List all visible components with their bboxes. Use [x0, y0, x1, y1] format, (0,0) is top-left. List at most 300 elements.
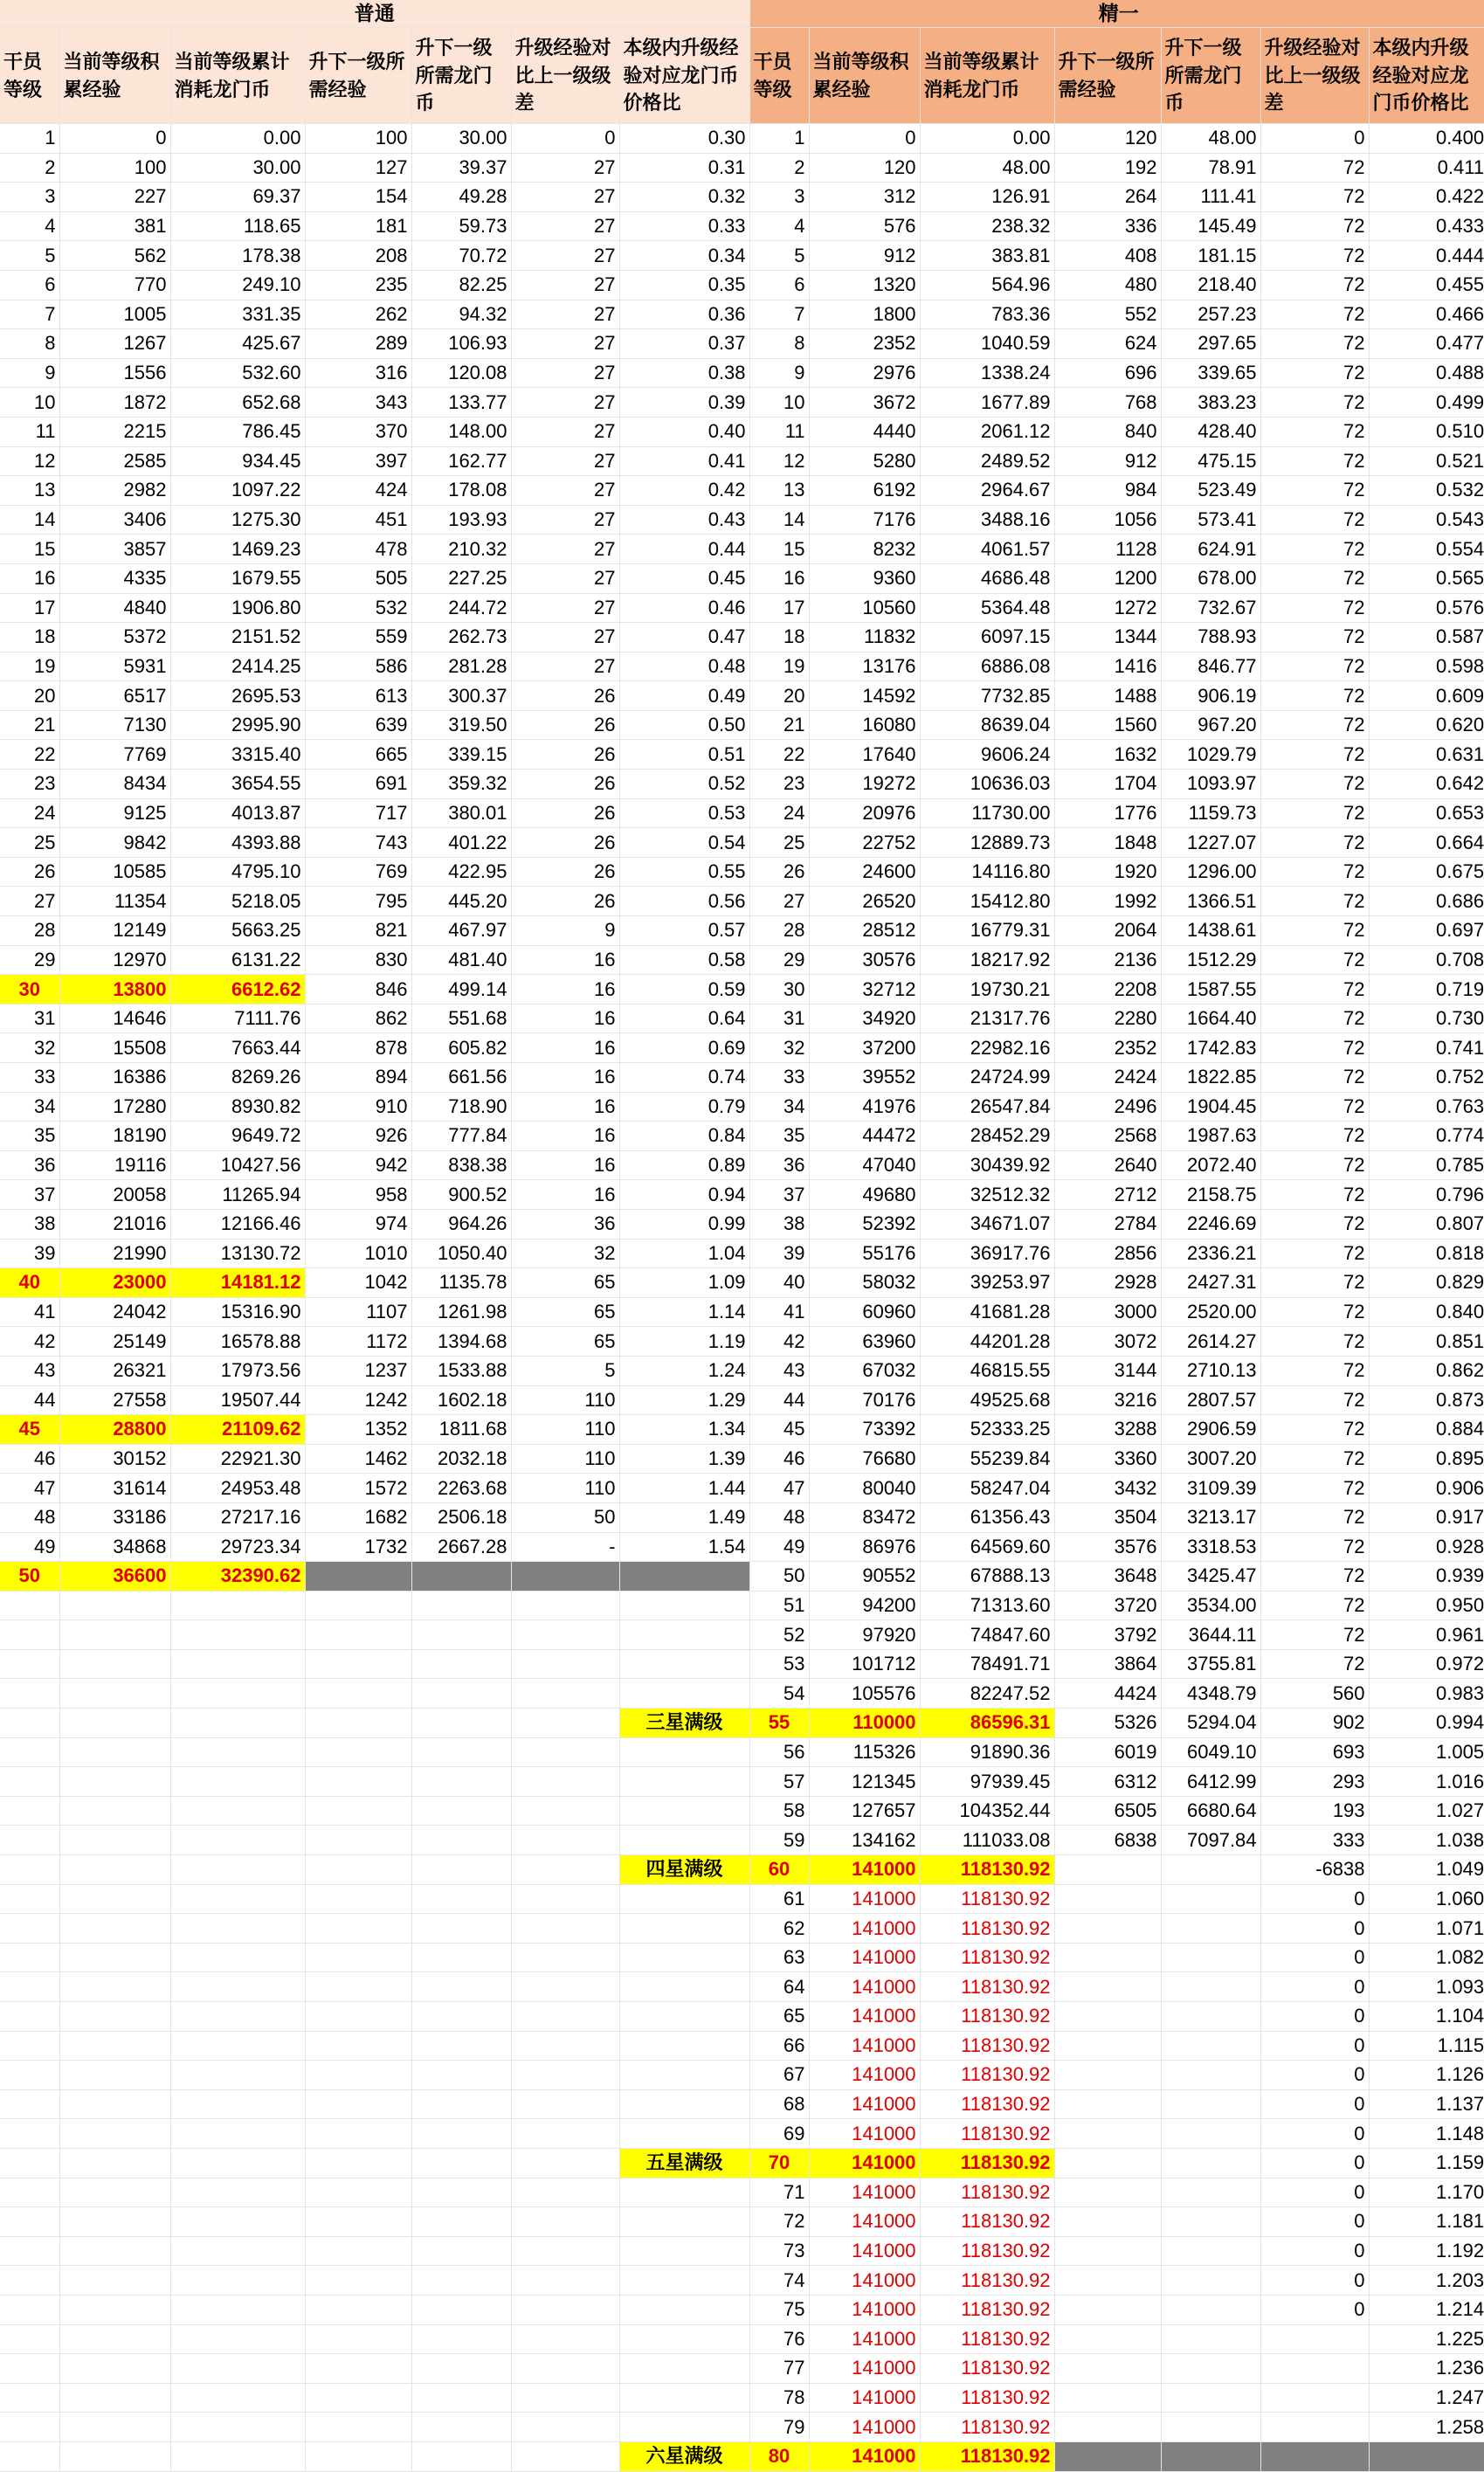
normal-cell — [170, 1884, 305, 1914]
normal-cell: 319.50 — [411, 710, 511, 740]
elite-cell: 333 — [1260, 1826, 1369, 1855]
elite-cell: 2614.27 — [1161, 1327, 1260, 1357]
elite-cell: 3672 — [809, 388, 920, 418]
normal-cell: 0.94 — [619, 1180, 749, 1210]
elite-cell: 1366.51 — [1161, 887, 1260, 916]
normal-cell — [305, 2236, 411, 2266]
elite-cell: 0 — [1260, 1972, 1369, 2002]
normal-cell — [511, 2061, 619, 2090]
normal-cell: 532.60 — [170, 358, 305, 388]
normal-cell: 339.15 — [411, 740, 511, 770]
elite-cell: 902 — [1260, 1709, 1369, 1738]
normal-cell: 40 — [0, 1268, 59, 1298]
elite-cell: 2640 — [1054, 1150, 1161, 1180]
elite-cell: 0.675 — [1369, 857, 1484, 887]
elite-cell: 3007.20 — [1161, 1444, 1260, 1474]
elite-cell: 141000 — [809, 2207, 920, 2237]
normal-cell — [619, 1826, 749, 1855]
normal-cell — [411, 1649, 511, 1679]
elite-cell: 141000 — [809, 2061, 920, 2090]
elite-cell: 0.939 — [1369, 1562, 1484, 1592]
normal-cell — [411, 1679, 511, 1709]
normal-cell: 1135.78 — [411, 1268, 511, 1298]
normal-cell: 652.68 — [170, 388, 305, 418]
elite-cell: 1.071 — [1369, 1914, 1484, 1944]
normal-cell — [619, 1972, 749, 2002]
normal-cell: 37 — [0, 1180, 59, 1210]
normal-cell — [511, 2236, 619, 2266]
normal-cell: 0.79 — [619, 1092, 749, 1122]
elite-cell: 3144 — [1054, 1356, 1161, 1385]
normal-cell — [59, 2119, 170, 2149]
table-row — [0, 1737, 1484, 1767]
normal-cell: 22921.30 — [170, 1444, 305, 1474]
normal-cell — [511, 2148, 619, 2178]
elite-cell: 18 — [749, 623, 809, 653]
table-row — [0, 916, 1484, 946]
elite-cell: 1742.83 — [1161, 1033, 1260, 1063]
elite-cell: 72 — [1260, 828, 1369, 858]
elite-cell: 11 — [749, 417, 809, 446]
normal-cell: 69.37 — [170, 183, 305, 212]
elite-cell: 238.32 — [920, 211, 1054, 241]
elite-cell: 564.96 — [920, 270, 1054, 300]
table-row — [0, 1620, 1484, 1650]
normal-cell: 505 — [305, 563, 411, 593]
elite-cell: 118130.92 — [920, 2089, 1054, 2119]
normal-cell: 82.25 — [411, 270, 511, 300]
elite-cell: 72 — [1260, 1268, 1369, 1298]
normal-cell — [170, 1972, 305, 2002]
normal-cell: 32390.62 — [170, 1562, 305, 1592]
normal-cell — [59, 1620, 170, 1650]
normal-cell — [305, 2148, 411, 2178]
elite-cell: 2928 — [1054, 1268, 1161, 1298]
elite-cell: 1320 — [809, 270, 920, 300]
normal-cell: 27 — [511, 652, 619, 681]
table-row — [0, 2413, 1484, 2442]
normal-cell: 100 — [59, 153, 170, 183]
elite-cell: 3648 — [1054, 1562, 1161, 1592]
normal-cell — [0, 2441, 59, 2471]
table-row — [0, 1562, 1484, 1592]
normal-cell: 0.84 — [619, 1122, 749, 1151]
normal-cell: 0.37 — [619, 329, 749, 359]
normal-cell: 2263.68 — [411, 1474, 511, 1503]
normal-cell: 4795.10 — [170, 857, 305, 887]
normal-cell: 769 — [305, 857, 411, 887]
normal-cell — [305, 1767, 411, 1797]
elite-cell: 72 — [1260, 740, 1369, 770]
normal-cell: 26 — [0, 857, 59, 887]
normal-cell — [59, 2236, 170, 2266]
normal-cell — [511, 1796, 619, 1826]
normal-cell — [411, 1737, 511, 1767]
elite-cell: 91890.36 — [920, 1737, 1054, 1767]
normal-cell: 1050.40 — [411, 1239, 511, 1268]
elite-cell: 76680 — [809, 1444, 920, 1474]
elite-cell: 79 — [749, 2413, 809, 2442]
normal-cell — [411, 2354, 511, 2384]
elite-cell: 3864 — [1054, 1649, 1161, 1679]
elite-cell — [1161, 2178, 1260, 2207]
elite-cell: 101712 — [809, 1649, 920, 1679]
elite-cell: 118130.92 — [920, 1884, 1054, 1914]
elite-cell: 3318.53 — [1161, 1532, 1260, 1562]
elite-cell: 0.840 — [1369, 1297, 1484, 1327]
normal-cell: 27 — [511, 329, 619, 359]
normal-cell — [619, 1767, 749, 1797]
normal-cell: 1469.23 — [170, 535, 305, 564]
normal-cell: 1811.68 — [411, 1415, 511, 1445]
elite-cell: 7 — [749, 300, 809, 329]
elite-cell: 61 — [749, 1884, 809, 1914]
normal-cell: 661.56 — [411, 1063, 511, 1093]
elite-cell: 105576 — [809, 1679, 920, 1709]
table-row — [0, 1855, 1484, 1885]
normal-cell: 7663.44 — [170, 1033, 305, 1063]
normal-cell — [619, 2031, 749, 2061]
elite-cell: 576 — [809, 211, 920, 241]
elite-cell: 55176 — [809, 1239, 920, 1268]
elite-cell: 0 — [1260, 2031, 1369, 2061]
star-max-label: 三星满级 — [619, 1709, 749, 1738]
normal-cell: 29723.34 — [170, 1532, 305, 1562]
elite-cell: 19730.21 — [920, 975, 1054, 1005]
elite-cell — [1054, 2324, 1161, 2354]
elite-cell: 22982.16 — [920, 1033, 1054, 1063]
elite-cell: 26 — [749, 857, 809, 887]
normal-cell: 16 — [511, 1092, 619, 1122]
normal-cell: 19 — [0, 652, 59, 681]
normal-cell: 1556 — [59, 358, 170, 388]
normal-cell — [511, 2031, 619, 2061]
elite-cell: 0.961 — [1369, 1620, 1484, 1650]
elite-cell: 72 — [1260, 593, 1369, 623]
elite-cell: 0.785 — [1369, 1150, 1484, 1180]
elite-cell: 0.719 — [1369, 975, 1484, 1005]
elite-cell: 118130.92 — [920, 2119, 1054, 2149]
normal-cell — [511, 2383, 619, 2413]
normal-cell — [511, 2089, 619, 2119]
elite-cell — [1161, 2207, 1260, 2237]
elite-cell: 31 — [749, 1004, 809, 1033]
normal-cell: 17 — [0, 593, 59, 623]
normal-cell: 46 — [0, 1444, 59, 1474]
normal-cell — [0, 1737, 59, 1767]
normal-cell: 227 — [59, 183, 170, 212]
normal-cell: 8434 — [59, 770, 170, 799]
elite-cell: 70 — [749, 2148, 809, 2178]
normal-cell — [305, 2441, 411, 2471]
elite-cell: 475.15 — [1161, 446, 1260, 476]
elite-cell: 1029.79 — [1161, 740, 1260, 770]
normal-cell: 20058 — [59, 1180, 170, 1210]
normal-cell: 359.32 — [411, 770, 511, 799]
normal-cell: 27 — [511, 241, 619, 271]
elite-cell: 72 — [1260, 153, 1369, 183]
table-row — [0, 1356, 1484, 1385]
elite-cell: 1.115 — [1369, 2031, 1484, 2061]
normal-cell: 27 — [511, 183, 619, 212]
elite-cell: 72 — [1260, 1649, 1369, 1679]
elite-cell: 77 — [749, 2354, 809, 2384]
elite-cell: 72 — [1260, 1297, 1369, 1327]
normal-cell — [59, 2148, 170, 2178]
elite-cell: 72 — [1260, 770, 1369, 799]
col-header: 干员等级 — [0, 28, 59, 124]
normal-cell: 16 — [511, 1122, 619, 1151]
elite-cell: 257.23 — [1161, 300, 1260, 329]
elite-cell: 1.159 — [1369, 2148, 1484, 2178]
elite-cell: 7097.84 — [1161, 1826, 1260, 1855]
elite-cell: 72 — [1260, 1092, 1369, 1122]
elite-cell: 63 — [749, 1943, 809, 1972]
elite-cell: 127657 — [809, 1796, 920, 1826]
table-row — [0, 563, 1484, 593]
normal-cell: 0 — [59, 124, 170, 154]
normal-cell — [411, 2383, 511, 2413]
normal-cell: 1261.98 — [411, 1297, 511, 1327]
elite-cell: 72 — [1260, 1415, 1369, 1445]
normal-cell: 5663.25 — [170, 916, 305, 946]
elite-cell — [1161, 2236, 1260, 2266]
normal-cell: 27 — [511, 535, 619, 564]
elite-cell: 37200 — [809, 1033, 920, 1063]
elite-cell: 39253.97 — [920, 1268, 1054, 1298]
normal-cell — [411, 1884, 511, 1914]
normal-cell — [511, 1649, 619, 1679]
col-header: 当前等级累计消耗龙门币 — [920, 28, 1054, 124]
elite-cell: 0.477 — [1369, 329, 1484, 359]
elite-cell: 67 — [749, 2061, 809, 2090]
elite-cell: 118130.92 — [920, 2031, 1054, 2061]
normal-cell: 27 — [511, 505, 619, 535]
normal-cell — [305, 1884, 411, 1914]
elite-cell: 76 — [749, 2324, 809, 2354]
normal-cell: 1.54 — [619, 1532, 749, 1562]
elite-cell: 0.510 — [1369, 417, 1484, 446]
normal-cell — [59, 1884, 170, 1914]
normal-cell — [619, 2002, 749, 2032]
elite-cell: 18217.92 — [920, 945, 1054, 975]
normal-cell — [619, 2383, 749, 2413]
normal-cell: 11354 — [59, 887, 170, 916]
normal-cell — [170, 2061, 305, 2090]
normal-cell — [619, 2413, 749, 2442]
normal-cell — [305, 2207, 411, 2237]
normal-cell — [305, 2002, 411, 2032]
normal-cell: 0.49 — [619, 681, 749, 711]
elite-cell: 72 — [1260, 1532, 1369, 1562]
elite-cell: 65 — [749, 2002, 809, 2032]
normal-cell: 910 — [305, 1092, 411, 1122]
table-row — [0, 2441, 1484, 2471]
normal-cell — [411, 2178, 511, 2207]
elite-cell — [1161, 1943, 1260, 1972]
table-row — [0, 183, 1484, 212]
elite-cell: 0.554 — [1369, 535, 1484, 564]
normal-cell — [619, 2354, 749, 2384]
normal-cell: 27 — [511, 153, 619, 183]
normal-cell — [0, 1767, 59, 1797]
normal-cell: 331.35 — [170, 300, 305, 329]
normal-cell: 1.24 — [619, 1356, 749, 1385]
normal-cell: 100 — [305, 124, 411, 154]
elite-cell: 15 — [749, 535, 809, 564]
table-row — [0, 2295, 1484, 2324]
normal-cell: 14 — [0, 505, 59, 535]
table-row — [0, 1826, 1484, 1855]
normal-cell: 65 — [511, 1297, 619, 1327]
elite-cell: 2964.67 — [920, 476, 1054, 506]
normal-cell — [411, 2031, 511, 2061]
normal-cell: 120.08 — [411, 358, 511, 388]
normal-cell — [305, 2413, 411, 2442]
elite-cell: 2712 — [1054, 1180, 1161, 1210]
normal-cell: 467.97 — [411, 916, 511, 946]
normal-cell: 4 — [0, 211, 59, 241]
normal-cell — [59, 2324, 170, 2354]
elite-cell: 110000 — [809, 1709, 920, 1738]
normal-cell: 1097.22 — [170, 476, 305, 506]
table-row — [0, 124, 1484, 154]
elite-cell: 141000 — [809, 2354, 920, 2384]
normal-cell: 11265.94 — [170, 1180, 305, 1210]
normal-cell — [0, 2236, 59, 2266]
elite-cell: 104352.44 — [920, 1796, 1054, 1826]
elite-cell: 41681.28 — [920, 1297, 1054, 1327]
elite-cell: 0 — [1260, 1884, 1369, 1914]
normal-cell: 16386 — [59, 1063, 170, 1093]
normal-cell: 6 — [0, 270, 59, 300]
normal-cell: 39 — [0, 1239, 59, 1268]
normal-cell: 1275.30 — [170, 505, 305, 535]
elite-cell: 2424 — [1054, 1063, 1161, 1093]
elite-cell: 69 — [749, 2119, 809, 2149]
normal-cell: 244.72 — [411, 593, 511, 623]
normal-cell: 1237 — [305, 1356, 411, 1385]
normal-cell: 178.38 — [170, 241, 305, 271]
col-header: 升下一级所需龙门币 — [411, 28, 511, 124]
elite-cell: 0.686 — [1369, 887, 1484, 916]
elite-cell: 0.565 — [1369, 563, 1484, 593]
elite-cell: 912 — [1054, 446, 1161, 476]
elite-cell: 10560 — [809, 593, 920, 623]
elite-cell: 41 — [749, 1297, 809, 1327]
normal-cell: 4335 — [59, 563, 170, 593]
normal-cell: 32 — [0, 1033, 59, 1063]
normal-cell — [411, 2061, 511, 2090]
elite-cell: 53 — [749, 1649, 809, 1679]
normal-cell — [305, 1709, 411, 1738]
normal-cell: 1107 — [305, 1297, 411, 1327]
table-row — [0, 1474, 1484, 1503]
elite-cell: 2158.75 — [1161, 1180, 1260, 1210]
table-row — [0, 241, 1484, 271]
elite-cell: 56 — [749, 1737, 809, 1767]
elite-cell: 14116.80 — [920, 857, 1054, 887]
table-row — [0, 1180, 1484, 1210]
elite-cell: 72 — [1260, 211, 1369, 241]
normal-cell — [0, 1884, 59, 1914]
elite-cell: 72 — [1260, 388, 1369, 418]
normal-cell — [511, 1855, 619, 1885]
normal-cell: 2151.52 — [170, 623, 305, 653]
table-row — [0, 1767, 1484, 1797]
elite-cell — [1260, 2354, 1369, 2384]
normal-cell — [0, 1649, 59, 1679]
col-header: 升级经验对比上一级级差 — [511, 28, 619, 124]
elite-cell: 62 — [749, 1914, 809, 1944]
elite-cell: 6097.15 — [920, 623, 1054, 653]
table-row — [0, 681, 1484, 711]
elite-cell: 6192 — [809, 476, 920, 506]
normal-cell — [305, 1562, 411, 1592]
elite-cell: 45 — [749, 1415, 809, 1445]
elite-cell: 118130.92 — [920, 1943, 1054, 1972]
elite-cell — [1161, 1972, 1260, 2002]
elite-cell: 118130.92 — [920, 2207, 1054, 2237]
normal-cell: 118.65 — [170, 211, 305, 241]
elite-cell: 44201.28 — [920, 1327, 1054, 1357]
elite-cell: 72 — [1260, 1356, 1369, 1385]
elite-cell: 8232 — [809, 535, 920, 564]
normal-cell: 31 — [0, 1004, 59, 1033]
normal-cell: 0 — [511, 124, 619, 154]
normal-cell: 10585 — [59, 857, 170, 887]
normal-cell: 2585 — [59, 446, 170, 476]
elite-cell: 72 — [1260, 887, 1369, 916]
elite-cell: 1.126 — [1369, 2061, 1484, 2090]
normal-cell: 30.00 — [411, 124, 511, 154]
table-row — [0, 388, 1484, 418]
elite-cell: 1.082 — [1369, 1943, 1484, 1972]
elite-cell: 141000 — [809, 1943, 920, 1972]
elite-cell: 6886.08 — [920, 652, 1054, 681]
elite-cell: 10 — [749, 388, 809, 418]
normal-cell: 1.39 — [619, 1444, 749, 1474]
normal-cell — [0, 1591, 59, 1620]
normal-cell: 35 — [0, 1122, 59, 1151]
normal-cell — [411, 2324, 511, 2354]
normal-cell: 397 — [305, 446, 411, 476]
elite-cell: 72 — [749, 2207, 809, 2237]
elite-cell: 0 — [1260, 2266, 1369, 2296]
elite-cell: 97920 — [809, 1620, 920, 1650]
elite-cell: 121345 — [809, 1767, 920, 1797]
normal-cell — [305, 1737, 411, 1767]
elite-cell: 6505 — [1054, 1796, 1161, 1826]
normal-cell — [411, 1620, 511, 1650]
normal-cell: 934.45 — [170, 446, 305, 476]
elite-cell: 1128 — [1054, 535, 1161, 564]
elite-cell: 2246.69 — [1161, 1209, 1260, 1239]
normal-cell — [511, 1826, 619, 1855]
normal-cell: 451 — [305, 505, 411, 535]
normal-cell: 27 — [511, 417, 619, 446]
normal-cell — [305, 2383, 411, 2413]
normal-cell: 29 — [0, 945, 59, 975]
normal-cell: 0.55 — [619, 857, 749, 887]
elite-cell: 1.236 — [1369, 2354, 1484, 2384]
elite-cell: 4348.79 — [1161, 1679, 1260, 1709]
normal-cell: 3654.55 — [170, 770, 305, 799]
elite-cell: 54 — [749, 1679, 809, 1709]
elite-cell: 2784 — [1054, 1209, 1161, 1239]
normal-cell — [411, 1796, 511, 1826]
normal-cell: 133.77 — [411, 388, 511, 418]
